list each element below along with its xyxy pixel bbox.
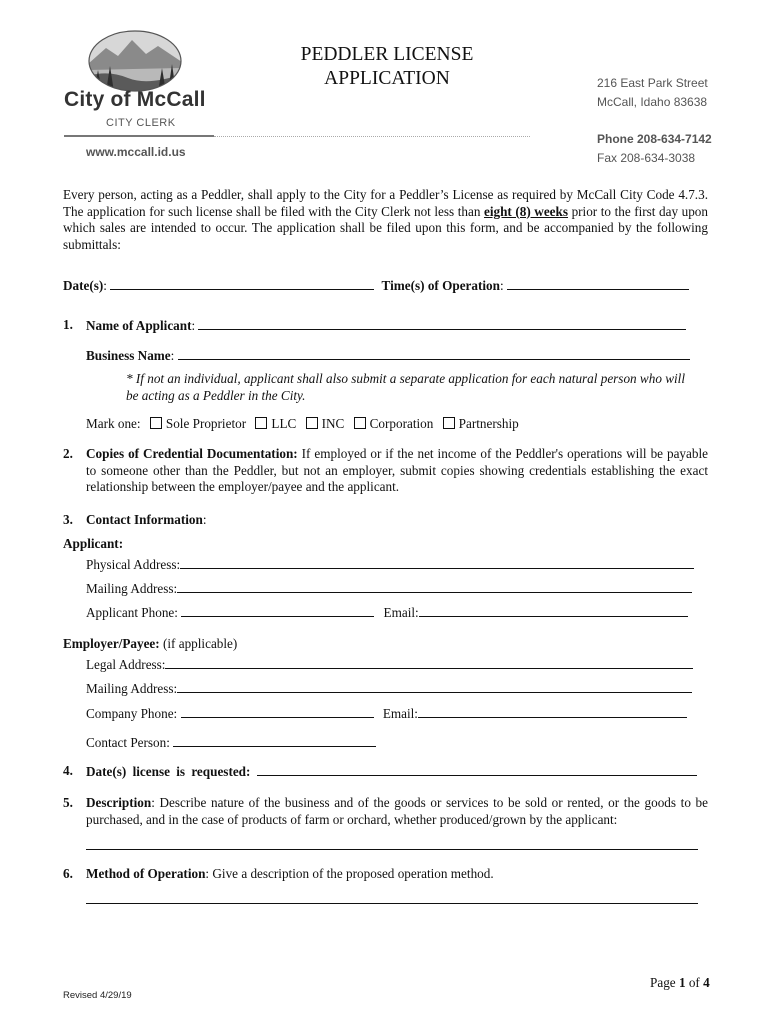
- business-name-row: Business Name:: [86, 347, 690, 365]
- checkbox-inc[interactable]: [306, 417, 318, 429]
- method-heading: Method of Operation: [86, 866, 206, 881]
- checkbox-llc[interactable]: [255, 417, 267, 429]
- applicant-phone-label: Applicant Phone:: [86, 605, 178, 620]
- contact-person-label: Contact Person:: [86, 735, 170, 750]
- physical-address-label: Physical Address:: [86, 557, 181, 572]
- license-dates-row: [86, 763, 697, 781]
- intro-paragraph: [63, 187, 708, 253]
- description-input[interactable]: [86, 849, 698, 850]
- title-line-2: APPLICATION: [324, 68, 450, 89]
- header-divider-dotted: [214, 136, 530, 137]
- license-dates-label: Date(s) license is requested:: [86, 764, 251, 779]
- license-dates-input[interactable]: [257, 763, 697, 776]
- time-input[interactable]: [507, 277, 689, 290]
- credential-paragraph: [86, 446, 708, 496]
- business-name-label: Business Name: [86, 348, 171, 363]
- company-phone-input[interactable]: [181, 705, 374, 718]
- applicant-name-row: Name of Applicant:: [86, 317, 686, 335]
- section3-number: 3.: [63, 512, 73, 527]
- page-current: 1: [678, 975, 686, 990]
- applicant-phone-row: [86, 604, 688, 622]
- page-number: [650, 975, 710, 992]
- city-logo: [88, 30, 182, 92]
- credential-text: If employed or if the net income of the Peddler's operations will be payable to someone other than the Peddler, but not an employer, submit copies showing credentials establishing the exact relationship between the employer/payee and the applicant.: [86, 446, 708, 494]
- contact-heading-row: Contact Information:: [86, 512, 207, 527]
- mailing-address-label: Mailing Address:: [86, 581, 178, 596]
- fax-number: Fax 208-634-3038: [597, 151, 696, 165]
- checkbox-sole-proprietor[interactable]: [150, 417, 162, 429]
- clerk-contact: [597, 130, 712, 168]
- applicant-email-label: Email:: [383, 605, 419, 620]
- entity-type-row: [86, 416, 519, 433]
- mailing-address-row: [86, 580, 692, 598]
- page-title: [262, 43, 512, 91]
- intro-text-2: prior to the first day upon which sales are intended to occur. The application shall be filed upon this form, and be accompanied by the following submittals:: [63, 203, 708, 252]
- employer-heading: Employer/Payee:: [63, 636, 160, 651]
- employer-mailing-row: [86, 680, 692, 698]
- applicant-name-input[interactable]: [198, 317, 686, 330]
- physical-address-row: [86, 556, 694, 574]
- website-link[interactable]: www.mccall.id.us: [86, 145, 186, 159]
- clerk-address: [597, 74, 708, 112]
- page-total: 4: [703, 975, 710, 990]
- checkbox-corporation[interactable]: [354, 417, 366, 429]
- description-heading: Description: [86, 795, 152, 810]
- applicant-name-label: Name of Applicant: [86, 318, 192, 333]
- method-text: : Give a description of the proposed operation method.: [205, 866, 494, 881]
- employer-email-label: Email:: [382, 706, 418, 721]
- header-divider: [64, 135, 214, 137]
- option-sole-proprietor: Sole Proprietor: [165, 416, 247, 431]
- individual-note: * If not an individual, applicant shall also submit a separate application for each natural person who will be acting as a Peddler in the City.: [126, 371, 685, 403]
- dates-label: Date(s): [63, 278, 104, 293]
- applicant-email-input[interactable]: [419, 604, 688, 617]
- city-clerk-label: CITY CLERK: [106, 117, 176, 129]
- option-partnership: Partnership: [458, 416, 519, 431]
- title-line-1: PEDDLER LICENSE: [300, 44, 474, 65]
- section5-number: 5.: [63, 795, 73, 810]
- employer-note: (if applicable): [159, 636, 238, 651]
- mailing-address-input[interactable]: [177, 580, 692, 593]
- method-input[interactable]: [86, 903, 698, 904]
- page-label: Page: [650, 975, 679, 990]
- credential-heading: Copies of Credential Documentation:: [86, 446, 298, 461]
- option-inc: INC: [321, 416, 345, 431]
- option-corporation: Corporation: [369, 416, 434, 431]
- company-phone-label: Company Phone:: [86, 706, 178, 721]
- revised-date: Revised 4/29/19: [63, 990, 132, 1001]
- employer-email-input[interactable]: [418, 705, 687, 718]
- dates-row: Date(s): Time(s) of Operation:: [63, 277, 689, 295]
- phone-number: Phone 208-634-7142: [597, 132, 712, 146]
- address-line-1: 216 East Park Street: [597, 76, 708, 90]
- description-paragraph: [86, 795, 708, 828]
- address-line-2: McCall, Idaho 83638: [597, 95, 708, 109]
- intro-text-1: Every person, acting as a Peddler, shall apply to the City for a Peddler’s License as required by McCall City Code 4.7.3. The application for such license shall be filed with the City Clerk not less than: [63, 187, 708, 219]
- dates-input[interactable]: [110, 277, 374, 290]
- method-paragraph: [86, 866, 708, 883]
- legal-address-input[interactable]: [165, 656, 693, 669]
- legal-address-label: Legal Address:: [86, 657, 166, 672]
- section1-number: 1.: [63, 317, 73, 332]
- city-name: City of McCall: [64, 88, 206, 111]
- company-phone-row: [86, 705, 687, 723]
- mark-one-label: Mark one:: [86, 416, 141, 431]
- contact-person-input[interactable]: [173, 734, 376, 747]
- page-of: of: [685, 975, 704, 990]
- applicant-phone-input[interactable]: [181, 604, 374, 617]
- contact-heading: Contact Information: [86, 512, 203, 527]
- physical-address-input[interactable]: [180, 556, 694, 569]
- time-label: Time(s) of Operation: [381, 278, 500, 293]
- employer-heading-row: [63, 636, 237, 653]
- intro-emphasis: eight (8) weeks: [483, 203, 569, 219]
- applicant-heading: Applicant:: [63, 536, 124, 551]
- option-llc: LLC: [271, 416, 297, 431]
- employer-mailing-label: Mailing Address:: [86, 681, 178, 696]
- description-text: : Describe nature of the business and of the goods or services to be sold or rented, or the goods to be purchased, and in the case of products of farm or orchard, whether produced/grown by the applicant:: [86, 795, 708, 827]
- checkbox-partnership[interactable]: [443, 417, 455, 429]
- section6-number: 6.: [63, 866, 73, 881]
- business-name-input[interactable]: [178, 347, 690, 360]
- legal-address-row: [86, 656, 693, 674]
- employer-mailing-input[interactable]: [177, 680, 692, 693]
- section4-number: 4.: [63, 763, 73, 778]
- contact-person-row: [86, 734, 376, 752]
- section2-number: 2.: [63, 446, 73, 461]
